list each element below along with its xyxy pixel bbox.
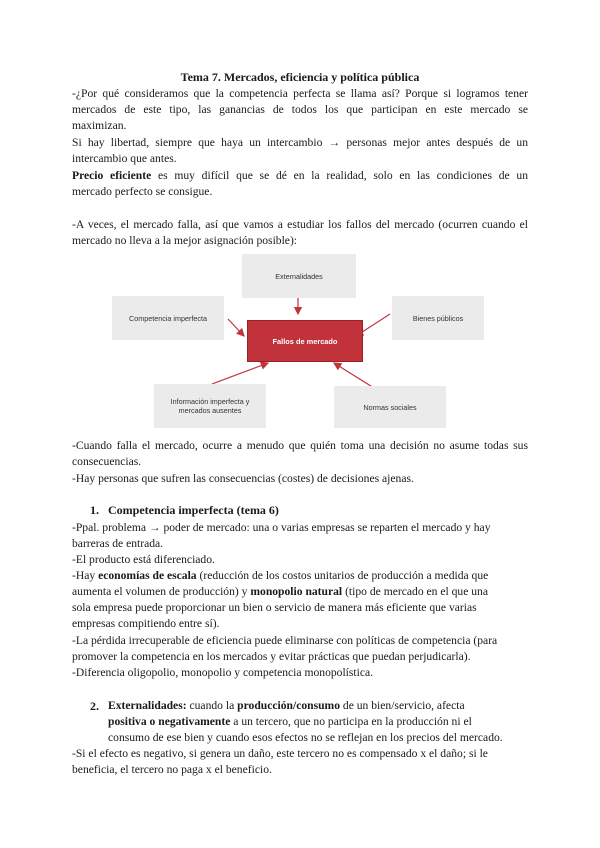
informacion-imperfecta-box: Información imperfecta y mercados ausentes (154, 384, 266, 428)
section2-line-2: positiva o negativamente a un tercero, que no participa en la producción ni el (108, 715, 472, 728)
arrow-bottom-left (212, 363, 268, 384)
section1-line-1: -Ppal. problema → poder de mercado: una o varias empresas se reparten el mercado y hay (72, 521, 491, 534)
competencia-imperfecta-box: Competencia imperfecta (112, 296, 224, 340)
fallos-de-mercado-box: Fallos de mercado (247, 320, 363, 362)
intro-line-5: intercambio que antes. (72, 152, 177, 165)
page-title: Tema 7. Mercados, eficiencia y política pública (180, 70, 420, 84)
intro-line-7: mercado perfecto se consigue. (72, 185, 213, 198)
produccion-consumo-term: producción/consumo (237, 699, 341, 712)
precio-eficiente-term: Precio eficiente (72, 169, 152, 182)
section2-line-4: -Si el efecto es negativo, si genera un daño, este tercero no es compensado x el daño; si le (72, 747, 488, 760)
after-diagram-line-2: consecuencias. (72, 455, 142, 468)
after-diagram-line-1: -Cuando falla el mercado, ocurre a menudo que quién toma una decisión no asume todas sus (72, 439, 528, 452)
section1-line-7: empresas compitiendo entre sí). (72, 617, 220, 630)
intro-line-1: -¿Por qué consideramos que la competencia perfecta se llama así? Porque si logramos tener (72, 87, 528, 100)
intro-line-9: mercado no lleva a la mejor asignación posible): (72, 234, 298, 247)
section1-line-4: -Hay economías de escala (reducción de los costos unitarios de producción a medida que (72, 569, 489, 582)
arrow-left (228, 319, 244, 336)
section1-line-3: -El producto está diferenciado. (72, 553, 215, 566)
section2-heading: Externalidades: (108, 699, 187, 712)
intro-line-4: Si hay libertad, siempre que haya un intercambio → personas mejor antes después de un (72, 136, 528, 149)
intro-line-8: -A veces, el mercado falla, así que vamos a estudiar los fallos del mercado (ocurren cuando el (72, 218, 528, 231)
externalidades-box: Externalidades (242, 254, 356, 298)
normas-sociales-box: Normas sociales (334, 386, 446, 428)
after-diagram-line-3: -Hay personas que sufren las consecuencias (costes) de decisiones ajenas. (72, 472, 414, 485)
section2-number: 2. (90, 699, 99, 713)
intro-line-6: Precio eficiente es muy difícil que se dé en la realidad, solo en las condiciones de un (72, 169, 528, 182)
section1-line-9: promover la competencia en los mercados y evitar prácticas que puedan perjudicarla). (72, 650, 471, 663)
section2-line-1: Externalidades: cuando la producción/consumo de un bien/servicio, afecta (108, 699, 465, 712)
intro-line-2: mercados de este tipo, las ganancias de todos los que participan en este mercado se (72, 103, 528, 116)
section1-line-10: -Diferencia oligopolio, monopolio y competencia monopolística. (72, 666, 374, 679)
section1-line-2: barreras de entrada. (72, 537, 164, 550)
arrow-bottom-right (334, 363, 374, 388)
section1-heading: Competencia imperfecta (tema 6) (108, 503, 279, 517)
section2-line-5: beneficia, el tercero no paga x el beneficio. (72, 763, 272, 776)
economias-de-escala-term: economías de escala (98, 569, 197, 582)
section1-number: 1. (90, 503, 99, 517)
bienes-publicos-box: Bienes públicos (392, 296, 484, 340)
positiva-negativamente-term: positiva o negativamente (108, 715, 231, 728)
section1-line-5: aumenta el volumen de producción) y monopolio natural (tipo de mercado en el que una (72, 585, 488, 598)
intro-line-3: maximizan. (72, 119, 127, 132)
market-failures-diagram (112, 252, 484, 428)
monopolio-natural-term: monopolio natural (250, 585, 343, 598)
section2-line-3: consumo de ese bien y cuando esos efectos no se reflejan en los precios del mercado. (108, 731, 503, 744)
section1-line-6: sola empresa puede proporcionar un bien o servicio de manera más eficiente que varias (72, 601, 477, 614)
section1-line-8: -La pérdida irrecuperable de eficiencia puede eliminarse con políticas de competencia (para (72, 634, 498, 647)
